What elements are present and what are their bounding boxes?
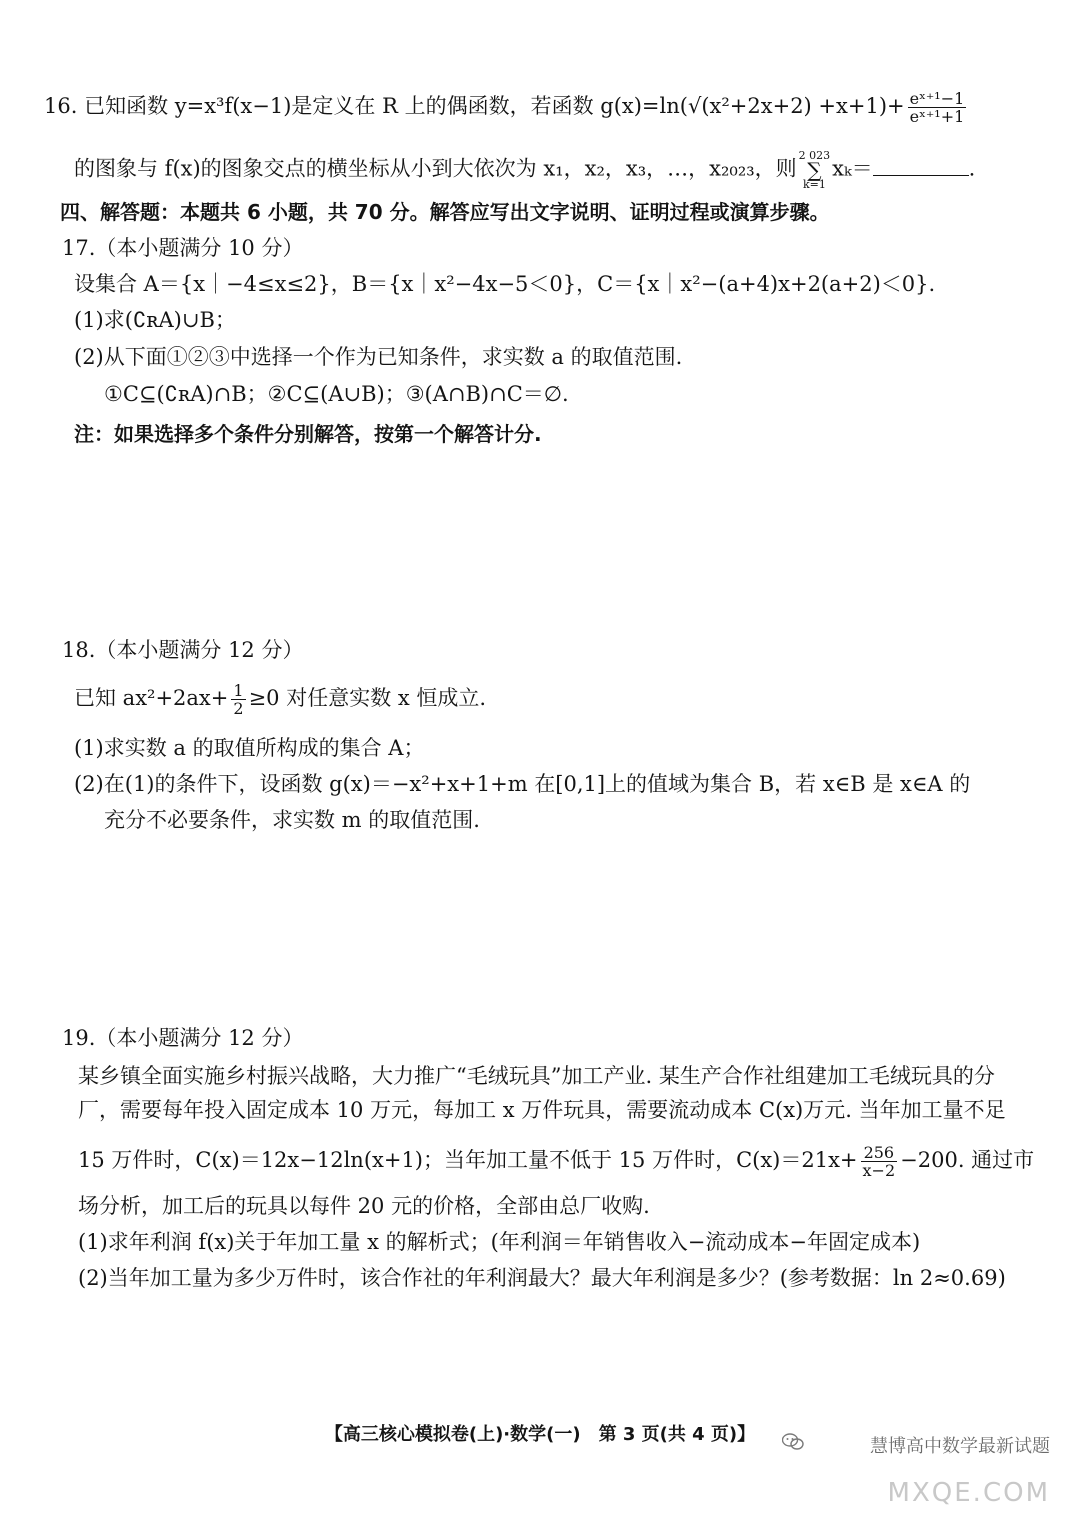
watermark-site: MXQE.COM <box>887 1478 1050 1508</box>
q16-frac-den: eˣ⁺¹+1 <box>909 107 965 126</box>
q19-text-3b: −200. 通过市 <box>900 1148 1035 1172</box>
q18-line-2: (1)求实数 a 的取值所构成的集合 A； <box>74 736 425 760</box>
q16-end: . <box>968 156 976 181</box>
q16-line-2 <box>74 150 975 190</box>
q18-text-1b: ≥0 对任意实数 x 恒成立. <box>248 686 487 710</box>
q16-line-1 <box>44 90 969 125</box>
q19-line-2: 厂，需要每年投入固定成本 10 万元，每加工 x 万件玩具，需要流动成本 C(x)万元. 当年加工量不足 <box>78 1098 1006 1122</box>
q16-text-2: 的图象与 f(x)的图象交点的横坐标从小到大依次为 x₁，x₂，x₃，…，x₂₀₂₃，则 <box>74 156 797 181</box>
q18-line-3: (2)在(1)的条件下，设函数 g(x)＝−x²+x+1+m 在[0,1]上的值域为集合 B，若 x∈B 是 x∈A 的 <box>74 772 971 796</box>
q17-line-2: (1)求(∁ʀA)∪B； <box>74 308 236 332</box>
q19-line-6: (2)当年加工量为多少万件时，该合作社的年利润最大？最大年利润是多少？(参考数据：ln 2≈0.69) <box>78 1266 1006 1290</box>
q18-text-1a: 已知 ax²+2ax+ <box>74 686 229 710</box>
q18-fraction <box>231 682 245 717</box>
q16-sum-top: 2 023 <box>798 149 831 162</box>
watermark-name: 慧博高中数学最新试题 <box>870 1436 1050 1457</box>
q19-header: 19.（本小题满分 12 分） <box>62 1026 304 1050</box>
q17-line-3: (2)从下面①②③中选择一个作为已知条件，求实数 a 的取值范围. <box>74 345 683 369</box>
q16-frac-num: eˣ⁺¹−1 <box>909 89 965 108</box>
section-4-heading: 四、解答题：本题共 6 小题，共 70 分。解答应写出文字说明、证明过程或演算步骤。 <box>60 200 830 224</box>
q19-frac-den: x−2 <box>862 1161 896 1180</box>
q16-answer-blank <box>873 157 969 176</box>
q18-frac-den: 2 <box>233 699 244 718</box>
q16-fraction <box>908 90 967 125</box>
q19-text-3a: 15 万件时，C(x)＝12x−12ln(x+1)；当年加工量不低于 15 万件时，C(x)＝21x+ <box>78 1148 858 1172</box>
q19-line-1: 某乡镇全面实施乡村振兴战略，大力推广“毛绒玩具”加工产业. 某生产合作社组建加工毛绒玩具的分 <box>78 1064 995 1088</box>
q19-fraction <box>861 1144 898 1179</box>
q19-frac-num: 256 <box>861 1144 898 1162</box>
q16-sum-term: xₖ＝ <box>832 156 873 181</box>
page-footer: 【高三核心模拟卷(上)·数学(一) 第 3 页(共 4 页)】 <box>324 1424 756 1445</box>
q16-text-1: 16. 已知函数 y=x³f(x−1)是定义在 R 上的偶函数，若函数 g(x)=ln(√(x²+2x+2) +x+1)+ <box>44 94 905 118</box>
q17-line-1: 设集合 A＝{x｜−4≤x≤2}，B＝{x｜x²−4x−5＜0}，C＝{x｜x²−(a+4)x+2(a+2)＜0}. <box>74 272 936 296</box>
q19-line-3 <box>78 1144 1034 1179</box>
q16-sum-symbol: ∑ <box>807 158 822 182</box>
q16-sum <box>799 150 831 190</box>
wechat-icon <box>782 1433 804 1451</box>
q18-frac-num: 1 <box>233 681 244 700</box>
q18-line-4: 充分不必要条件，求实数 m 的取值范围. <box>104 808 480 832</box>
q18-line-1 <box>74 682 486 717</box>
q16-sum-bottom: k=1 <box>802 178 826 191</box>
q19-line-5: (1)求年利润 f(x)关于年加工量 x 的解析式；(年利润＝年销售收入−流动成本−年固定成本) <box>78 1230 921 1254</box>
q19-line-4: 场分析，加工后的玩具以每件 20 元的价格，全部由总厂收购. <box>78 1194 650 1218</box>
q17-note: 注：如果选择多个条件分别解答，按第一个解答计分. <box>74 422 542 446</box>
q18-header: 18.（本小题满分 12 分） <box>62 638 304 662</box>
q17-line-4: ①C⊆(∁ʀA)∩B；②C⊆(A∪B)；③(A∩B)∩C＝∅. <box>104 382 569 406</box>
q17-header: 17.（本小题满分 10 分） <box>62 236 304 260</box>
